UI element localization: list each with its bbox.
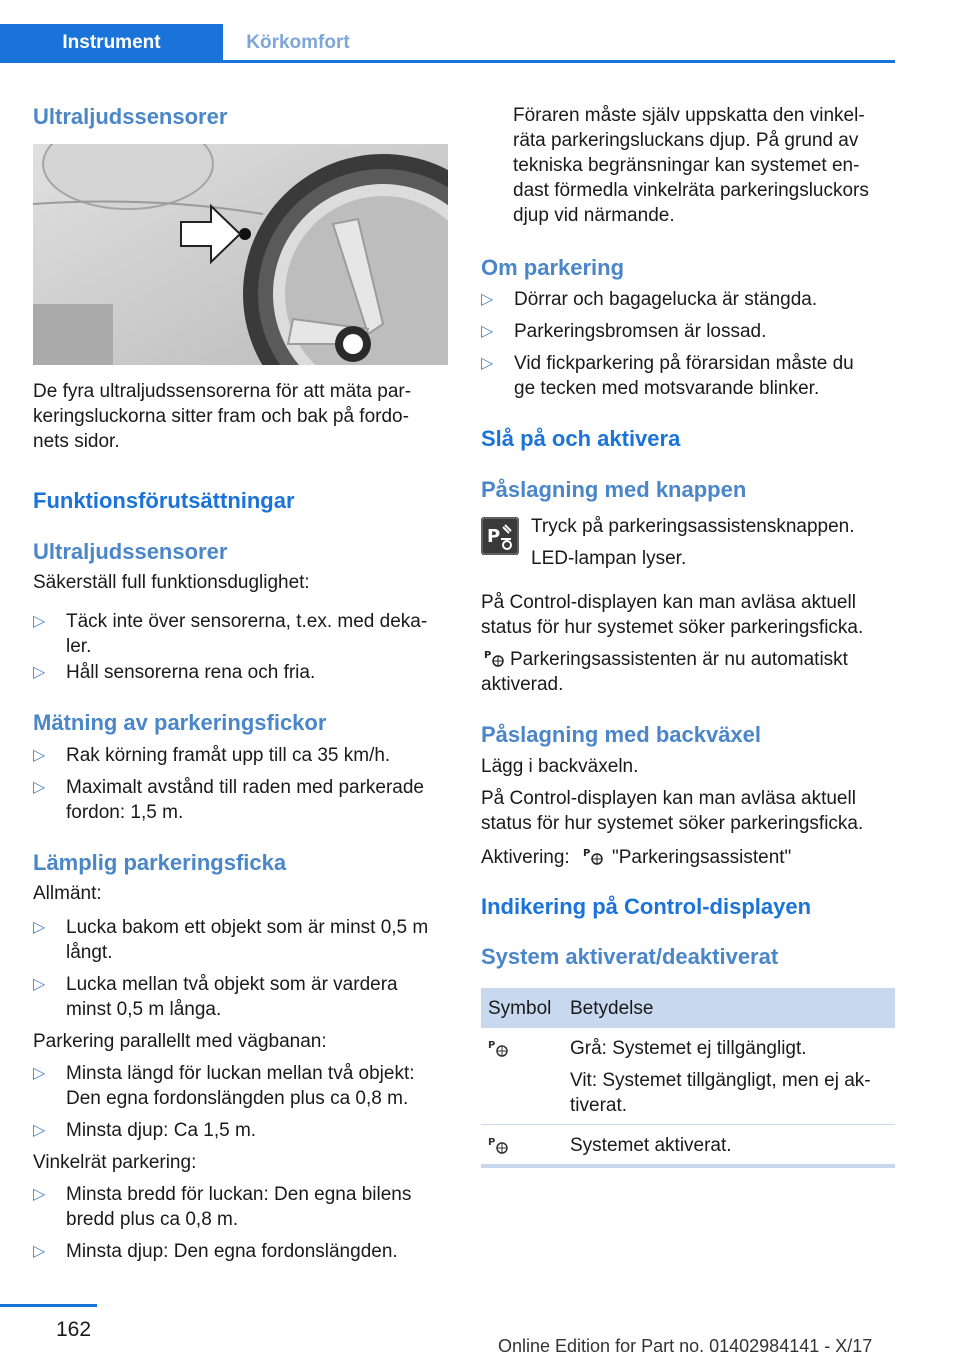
parallel-label: Parkering parallellt med vägbanan: <box>33 1031 327 1052</box>
lagg-text: Lägg i backväxeln. <box>481 756 639 777</box>
press-button-text: Tryck på parkeringsassistensknappen. <box>531 516 855 537</box>
heading-paslagning-knappen: Påslagning med knappen <box>481 477 747 502</box>
status-text-1: På Control-displayen kan man avläsa aktuell status för hur systemet söker parkeringsficka. <box>481 592 864 638</box>
list-item: ▷ Minsta längd för luckan mellan två objekt: Den egna fordonslängden plus ca 0,8 m. <box>33 1063 415 1109</box>
subheading-ultraljudssensorer: Ultraljudssensorer <box>33 539 228 564</box>
footer-rule <box>0 1304 97 1307</box>
page-number: 162 <box>56 1318 92 1341</box>
edition-footer: Online Edition for Part no. 01402984141 - X/17 <box>498 1336 873 1356</box>
parking-assistant-icon <box>484 648 506 668</box>
status-text-2: På Control-displayen kan man avläsa aktuell status för hur systemet söker parkeringsficka. <box>481 788 864 834</box>
table-row-2-text: Systemet aktiverat. <box>570 1135 732 1156</box>
sensor-location-figure <box>33 144 448 365</box>
table-row-1-line-1: Grå: Systemet ej tillgängligt. <box>570 1038 807 1059</box>
table-header-betydelse: Betydelse <box>570 998 654 1019</box>
heading-lamplig: Lämplig parkeringsficka <box>33 850 287 875</box>
heading-ultraljudssensorer: Ultraljudssensorer <box>33 104 228 129</box>
triangle-bullet-icon: ▷ <box>481 355 494 372</box>
auto-activated-text-1: Parkeringsassistenten är nu automatiskt <box>510 649 848 670</box>
intro-text: De fyra ultraljudssensorerna för att mäta par‐ keringsluckorna sitter fram och bak på fordo‐ nets sidor. <box>33 381 412 452</box>
table-row-divider <box>481 1124 895 1125</box>
table-row-1-line-2: Vit: Systemet tillgängligt, men ej ak‐ tiverat. <box>570 1070 871 1116</box>
table-bottom-rule <box>481 1164 895 1168</box>
triangle-bullet-icon: ▷ <box>33 613 46 630</box>
heading-om-parkering: Om parkering <box>481 255 625 280</box>
tab-instrument[interactable]: Instrument <box>0 24 223 60</box>
parking-assist-button-icon <box>481 517 519 555</box>
list-item: ▷ Parkeringsbromsen är lossad. <box>481 321 767 342</box>
heading-funktionsforutsattningar: Funktionsförutsättningar <box>33 488 295 513</box>
tab-korkomfort[interactable]: Körkomfort <box>246 32 350 53</box>
list-item: ▷ Täck inte över sensorerna, t.ex. med deka‐ ler. <box>33 611 428 657</box>
heading-indikering: Indikering på Control-displayen <box>481 894 812 919</box>
svg-text:P: P <box>583 848 591 859</box>
table-header-symbol: Symbol <box>488 998 552 1019</box>
list-item: ▷ Lucka bakom ett objekt som är minst 0,5 m långt. <box>33 917 429 963</box>
list-item: ▷ Minsta bredd för luckan: Den egna bilens bredd plus ca 0,8 m. <box>33 1184 412 1230</box>
car-wheel-image <box>33 144 448 365</box>
parking-assistant-active-icon <box>488 1135 510 1155</box>
continued-text: Föraren måste själv uppskatta den vinkel‐ räta parkeringsluckans djup. På grund av tekniska begränsningar kan systemet en‐ dast förmedla vinkelräta parkeringsluckors djup vid närmande. <box>513 105 869 226</box>
svg-text:P: P <box>484 650 492 661</box>
triangle-bullet-icon: ▷ <box>33 976 46 993</box>
activation-label: Aktivering: <box>481 847 570 868</box>
auto-activated-text-2: aktiverad. <box>481 674 564 695</box>
list-item: ▷ Minsta djup: Ca 1,5 m. <box>33 1120 257 1141</box>
list-item: ▷ Minsta djup: Den egna fordonslängden. <box>33 1241 398 1262</box>
list-item: ▷ Maximalt avstånd till raden med parkerade fordon: 1,5 m. <box>33 777 425 823</box>
triangle-bullet-icon: ▷ <box>33 1186 46 1203</box>
list-item: ▷ Dörrar och bagagelucka är stängda. <box>481 289 818 310</box>
list-item: ▷ Lucka mellan två objekt som är vardera minst 0,5 m långa. <box>33 974 398 1020</box>
triangle-bullet-icon: ▷ <box>33 779 46 796</box>
allmant-label: Allmänt: <box>33 883 102 904</box>
triangle-bullet-icon: ▷ <box>33 919 46 936</box>
svg-text:P: P <box>488 1137 496 1148</box>
vinkel-label: Vinkelrät parkering: <box>33 1152 197 1173</box>
ensure-text: Säkerställ full funktionsduglighet: <box>33 572 310 593</box>
triangle-bullet-icon: ▷ <box>33 1243 46 1260</box>
triangle-bullet-icon: ▷ <box>481 323 494 340</box>
list-item: ▷ Håll sensorerna rena och fria. <box>33 662 316 683</box>
triangle-bullet-icon: ▷ <box>33 747 46 764</box>
list-item: ▷ Vid fickparkering på förarsidan måste du ge tecken med motsvarande blinker. <box>481 353 854 399</box>
activation-value: "Parkeringsassistent" <box>612 847 792 868</box>
heading-paslagning-backvaxel: Påslagning med backväxel <box>481 722 762 747</box>
svg-text:P: P <box>487 526 501 547</box>
triangle-bullet-icon: ▷ <box>33 1122 46 1139</box>
heading-sla-pa: Slå på och aktivera <box>481 426 681 451</box>
triangle-bullet-icon: ▷ <box>33 1065 46 1082</box>
led-text: LED-lampan lyser. <box>531 548 687 569</box>
heading-matning: Mätning av parkeringsfickor <box>33 710 327 735</box>
triangle-bullet-icon: ▷ <box>33 664 46 681</box>
triangle-bullet-icon: ▷ <box>481 291 494 308</box>
svg-text:P: P <box>488 1040 496 1051</box>
parking-assistant-gray-icon <box>488 1038 510 1058</box>
heading-system-aktiverat: System aktiverat/deaktiverat <box>481 944 779 969</box>
list-item: ▷ Rak körning framåt upp till ca 35 km/h. <box>33 745 391 766</box>
header-tab-bar <box>0 24 895 63</box>
parking-assistant-icon <box>583 846 605 866</box>
